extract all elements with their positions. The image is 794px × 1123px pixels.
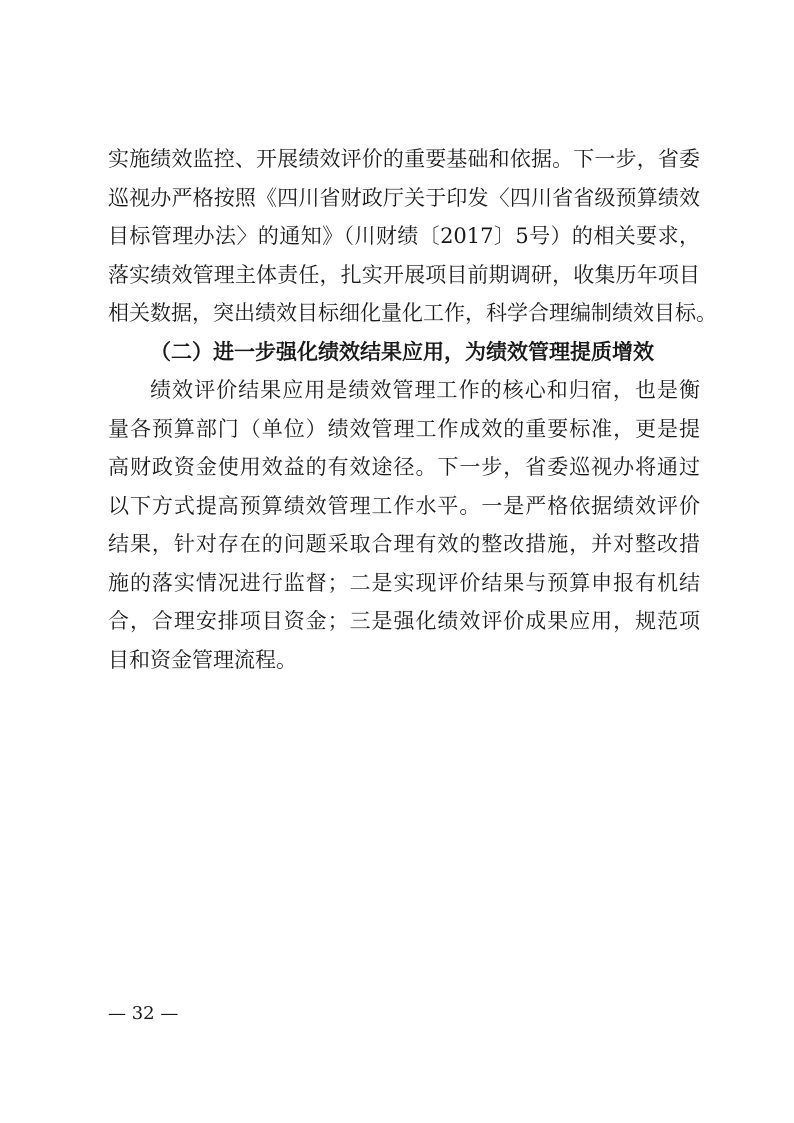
section-heading: （二）进一步强化绩效结果应用，为绩效管理提质增效: [150, 338, 654, 364]
text-line: 落实绩效管理主体责任，扎实开展项目前期调研，收集历年项目: [108, 262, 700, 287]
text-line: 量各预算部门（单位）绩效管理工作成效的重要标准，更是提: [108, 416, 700, 441]
page-number: — 32 —: [108, 1003, 179, 1024]
text-line: 相关数据，突出绩效目标细化量化工作，科学合理编制绩效目标。: [108, 301, 717, 325]
text-line: 施的落实情况进行监督；二是实现评价结果与预算申报有机结: [108, 570, 700, 595]
text-line: 目和资金管理流程。: [108, 647, 297, 672]
text-line: 合，合理安排项目资金；三是强化绩效评价成果应用，规范项: [108, 609, 700, 633]
text-line: 目标管理办法〉的通知》（川财绩〔2017〕5号）的相关要求，: [108, 224, 700, 248]
text-line: 以下方式提高预算绩效管理工作水平。一是严格依据绩效评价: [108, 493, 700, 518]
text-line: 巡视办严格按照《四川省财政厅关于印发〈四川省省级预算绩效: [108, 185, 700, 210]
body-text: [108, 140, 717, 679]
text-line: 实施绩效监控、开展绩效评价的重要基础和依据。下一步，省委: [108, 147, 700, 171]
text-line: 结果，针对存在的问题采取合理有效的整改措施，并对整改措: [108, 532, 700, 556]
text-line: 绩效评价结果应用是绩效管理工作的核心和归宿，也是衡: [150, 378, 700, 402]
text-line: 高财政资金使用效益的有效途径。下一步，省委巡视办将通过: [108, 455, 700, 479]
